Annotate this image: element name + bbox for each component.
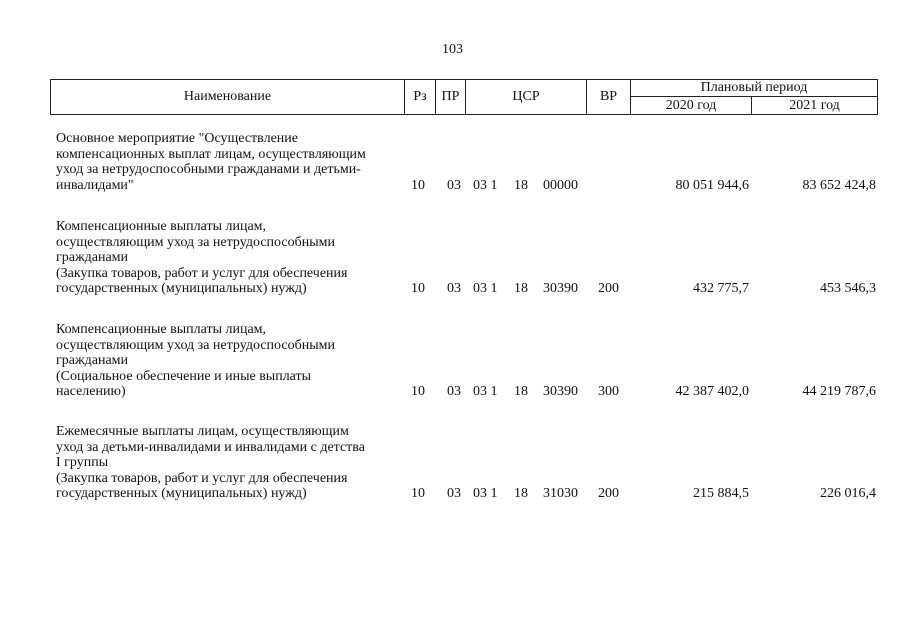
row-name-line: государственных (муниципальных) нужд) — [56, 281, 307, 296]
row-name — [56, 219, 401, 297]
cell-rz: 10 — [411, 281, 425, 296]
cell-y2021: 44 219 787,6 — [802, 384, 876, 399]
cell-vr: 200 — [598, 281, 619, 296]
row-name-line: гражданами — [56, 353, 129, 368]
row-name-line: Компенсационные выплаты лицам, — [56, 322, 267, 337]
row-name-line: (Социальное обеспечение и иные выплаты — [56, 368, 312, 384]
cell-y2021: 226 016,4 — [820, 486, 876, 501]
header-name: Наименование — [51, 80, 405, 114]
cell-csr3: 30390 — [543, 281, 578, 296]
row-name-line: (Закупка товаров, работ и услуг для обеспечения — [56, 470, 348, 486]
row-name — [56, 131, 401, 193]
row-name-line: Ежемесячные выплаты лицам, осуществляющим — [56, 424, 349, 439]
cell-csr1: 03 1 — [473, 177, 498, 193]
cell-csr3: 30390 — [543, 384, 578, 399]
header-rz: Рз — [405, 80, 436, 114]
row-name-line: компенсационных выплат лицам, осуществляющим — [56, 146, 366, 162]
row-name-line: инвалидами" — [56, 177, 134, 193]
cell-pr: 03 — [447, 486, 461, 501]
page-number: 103 — [442, 42, 463, 57]
row-name — [56, 424, 401, 502]
header-plan-period — [631, 80, 877, 114]
row-name-line: государственных (муниципальных) нужд) — [56, 486, 307, 501]
cell-csr3: 31030 — [543, 486, 578, 501]
cell-y2020: 215 884,5 — [693, 486, 749, 501]
cell-rz: 10 — [411, 486, 425, 501]
cell-vr: 300 — [598, 384, 619, 399]
cell-rz: 10 — [411, 177, 425, 193]
cell-y2020: 80 051 944,6 — [675, 177, 749, 193]
cell-pr: 03 — [447, 384, 461, 399]
cell-pr: 03 — [447, 281, 461, 296]
row-name-line: осуществляющим уход за нетрудоспособными — [56, 234, 335, 250]
row-name-line: осуществляющим уход за нетрудоспособными — [56, 337, 335, 353]
row-name-line: (Закупка товаров, работ и услуг для обеспечения — [56, 265, 348, 281]
cell-vr: 200 — [598, 486, 619, 501]
row-name — [56, 322, 401, 400]
row-name-line: уход за нетрудоспособными гражданами и детьми- — [56, 162, 361, 177]
header-pr: ПР — [436, 80, 466, 114]
row-name-line: гражданами — [56, 250, 129, 265]
header-plan-title: Плановый период — [631, 80, 877, 97]
cell-csr3: 00000 — [543, 177, 578, 193]
cell-y2020: 432 775,7 — [693, 281, 749, 296]
row-name-line: населению) — [56, 384, 126, 399]
cell-csr2: 18 — [514, 486, 528, 501]
header-year-2020: 2020 год — [631, 97, 752, 114]
header-vr: ВР — [587, 80, 631, 114]
cell-rz: 10 — [411, 384, 425, 399]
cell-y2020: 42 387 402,0 — [675, 384, 749, 399]
cell-csr1: 03 1 — [473, 281, 498, 296]
row-name-line: Компенсационные выплаты лицам, — [56, 219, 267, 234]
header-year-2021: 2021 год — [789, 98, 840, 113]
cell-y2021: 83 652 424,8 — [802, 177, 876, 193]
cell-csr1: 03 1 — [473, 384, 498, 399]
cell-csr1: 03 1 — [473, 486, 498, 501]
header-csr: ЦСР — [466, 80, 587, 114]
row-name-line: I группы — [56, 455, 109, 470]
table-header — [50, 79, 878, 115]
cell-csr2: 18 — [514, 177, 528, 193]
row-name-line: уход за детьми-инвалидами и инвалидами с детства — [56, 439, 365, 455]
cell-csr2: 18 — [514, 384, 528, 399]
cell-csr2: 18 — [514, 281, 528, 296]
row-name-line: Основное мероприятие "Осуществление — [56, 131, 298, 146]
cell-pr: 03 — [447, 177, 461, 193]
cell-y2021: 453 546,3 — [820, 281, 876, 296]
